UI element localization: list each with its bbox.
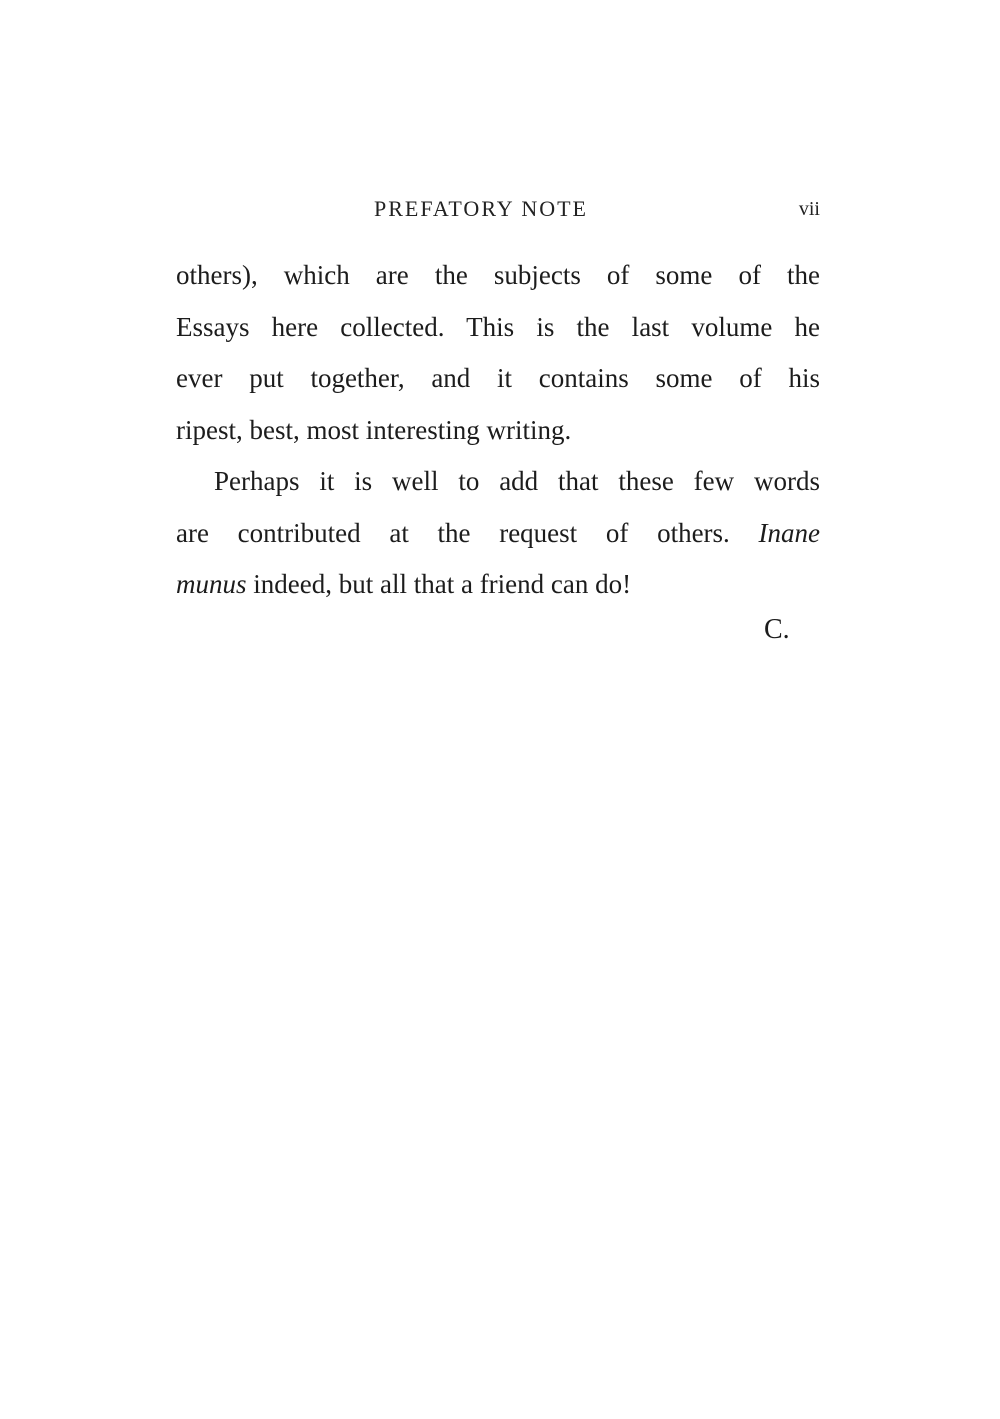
- paragraph-2: [176, 456, 820, 611]
- italic-phrase: munus: [176, 569, 247, 599]
- text-line: ripest, best, most interesting writing.: [176, 414, 572, 445]
- text-line: Perhaps it is well to add that these few words: [214, 466, 820, 496]
- text-segment: are contributed at the request of others.: [176, 517, 730, 548]
- text-line: Essays here collected. This is the last volume he: [176, 311, 820, 342]
- running-head: [176, 196, 820, 224]
- paragraph-1: [176, 250, 820, 456]
- body-text: [176, 250, 820, 611]
- running-title: PREFATORY NOTE: [373, 196, 588, 221]
- text-line: others), which are the subjects of some of the: [176, 260, 820, 290]
- text-line-with-italic: [176, 559, 820, 611]
- italic-phrase: Inane: [758, 517, 820, 548]
- text-line: ever put together, and it contains some of his: [176, 363, 820, 393]
- text-line-with-italic: [176, 508, 820, 560]
- signature: C.: [764, 614, 790, 645]
- text-segment: indeed, but all that a friend can do!: [246, 569, 632, 599]
- page-number: vii: [798, 198, 820, 220]
